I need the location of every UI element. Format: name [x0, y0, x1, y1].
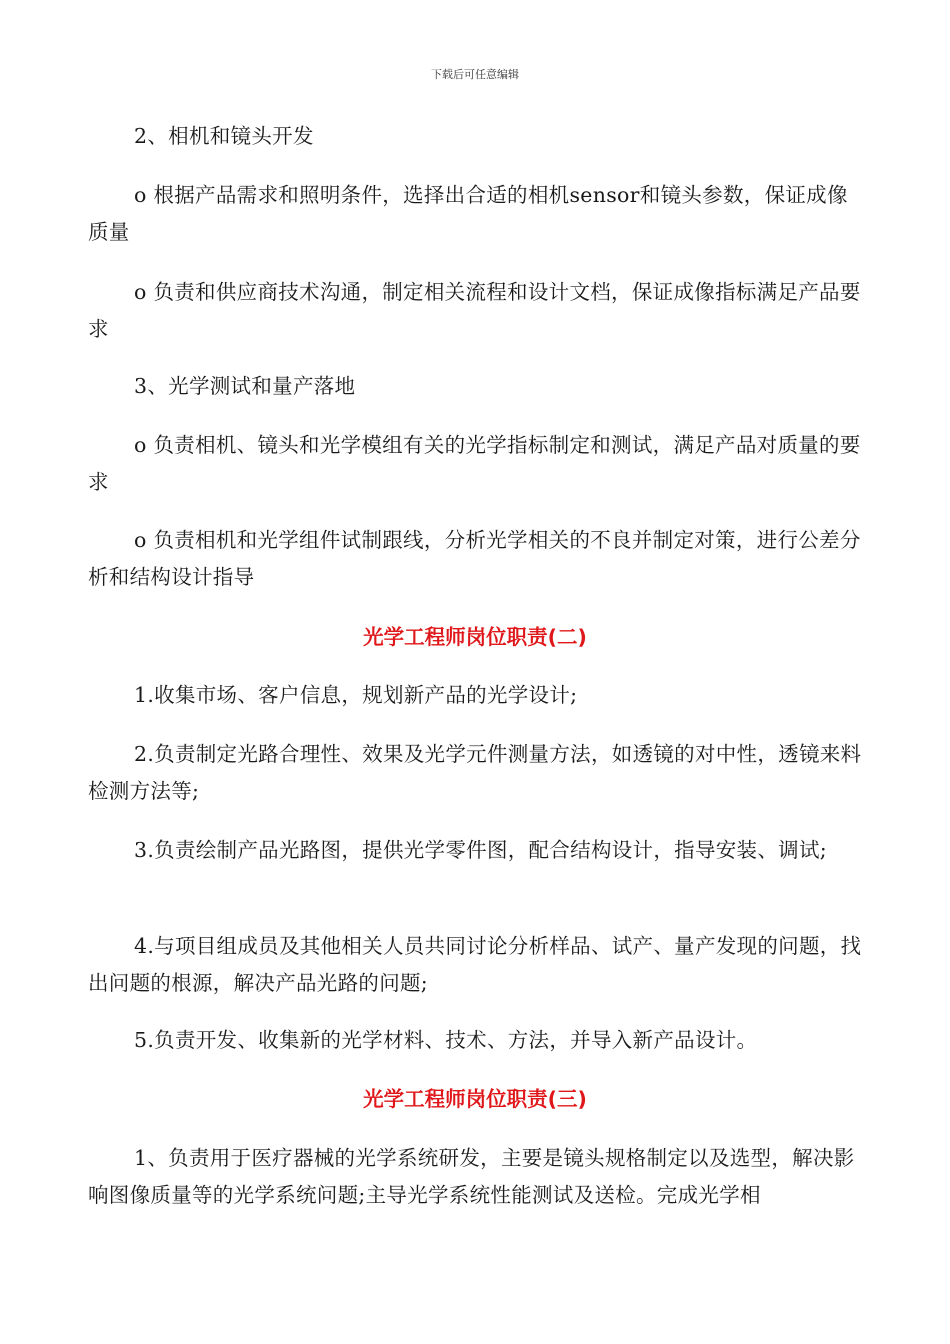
item2-title: 2、相机和镜头开发	[134, 124, 314, 148]
item3-bullet2: o 负责相机和光学组件试制跟线，分析光学相关的不良并制定对策，进行公差分析和结构设计指导	[88, 528, 861, 589]
section2-item-2: 2.负责制定光路合理性、效果及光学元件测量方法，如透镜的对中性，透镜来料检测方法等;	[88, 742, 862, 803]
item3-bullet1: o 负责相机、镜头和光学模组有关的光学指标制定和测试，满足产品对质量的要求	[88, 433, 861, 494]
item3-title: 3、光学测试和量产落地	[134, 374, 356, 398]
item2-bullet2: o 负责和供应商技术沟通，制定相关流程和设计文档，保证成像指标满足产品要求	[88, 280, 861, 341]
section3-item-1: 1、负责用于医疗器械的光学系统研发，主要是镜头规格制定以及选型，解决影响图像质量等的光学系统问题;主导光学系统性能测试及送检。完成光学相	[88, 1146, 855, 1207]
section2-item-1: 1.收集市场、客户信息，规划新产品的光学设计;	[134, 683, 578, 707]
section2-item-4: 4.与项目组成员及其他相关人员共同讨论分析样品、试产、量产发现的问题，找出问题的根源，解决产品光路的问题;	[88, 934, 862, 995]
page-header-note: 下载后可任意编辑	[431, 68, 519, 81]
section2-item-5: 5.负责开发、收集新的光学材料、技术、方法，并导入新产品设计。	[134, 1028, 758, 1052]
section2-item-3: 3.负责绘制产品光路图，提供光学零件图，配合结构设计，指导安装、调试;	[134, 838, 827, 862]
section2-heading: 光学工程师岗位职责(二)	[363, 625, 587, 649]
section3-heading: 光学工程师岗位职责(三)	[363, 1087, 587, 1111]
item2-bullet1: o 根据产品需求和照明条件，选择出合适的相机sensor和镜头参数，保证成像质量	[88, 183, 848, 244]
